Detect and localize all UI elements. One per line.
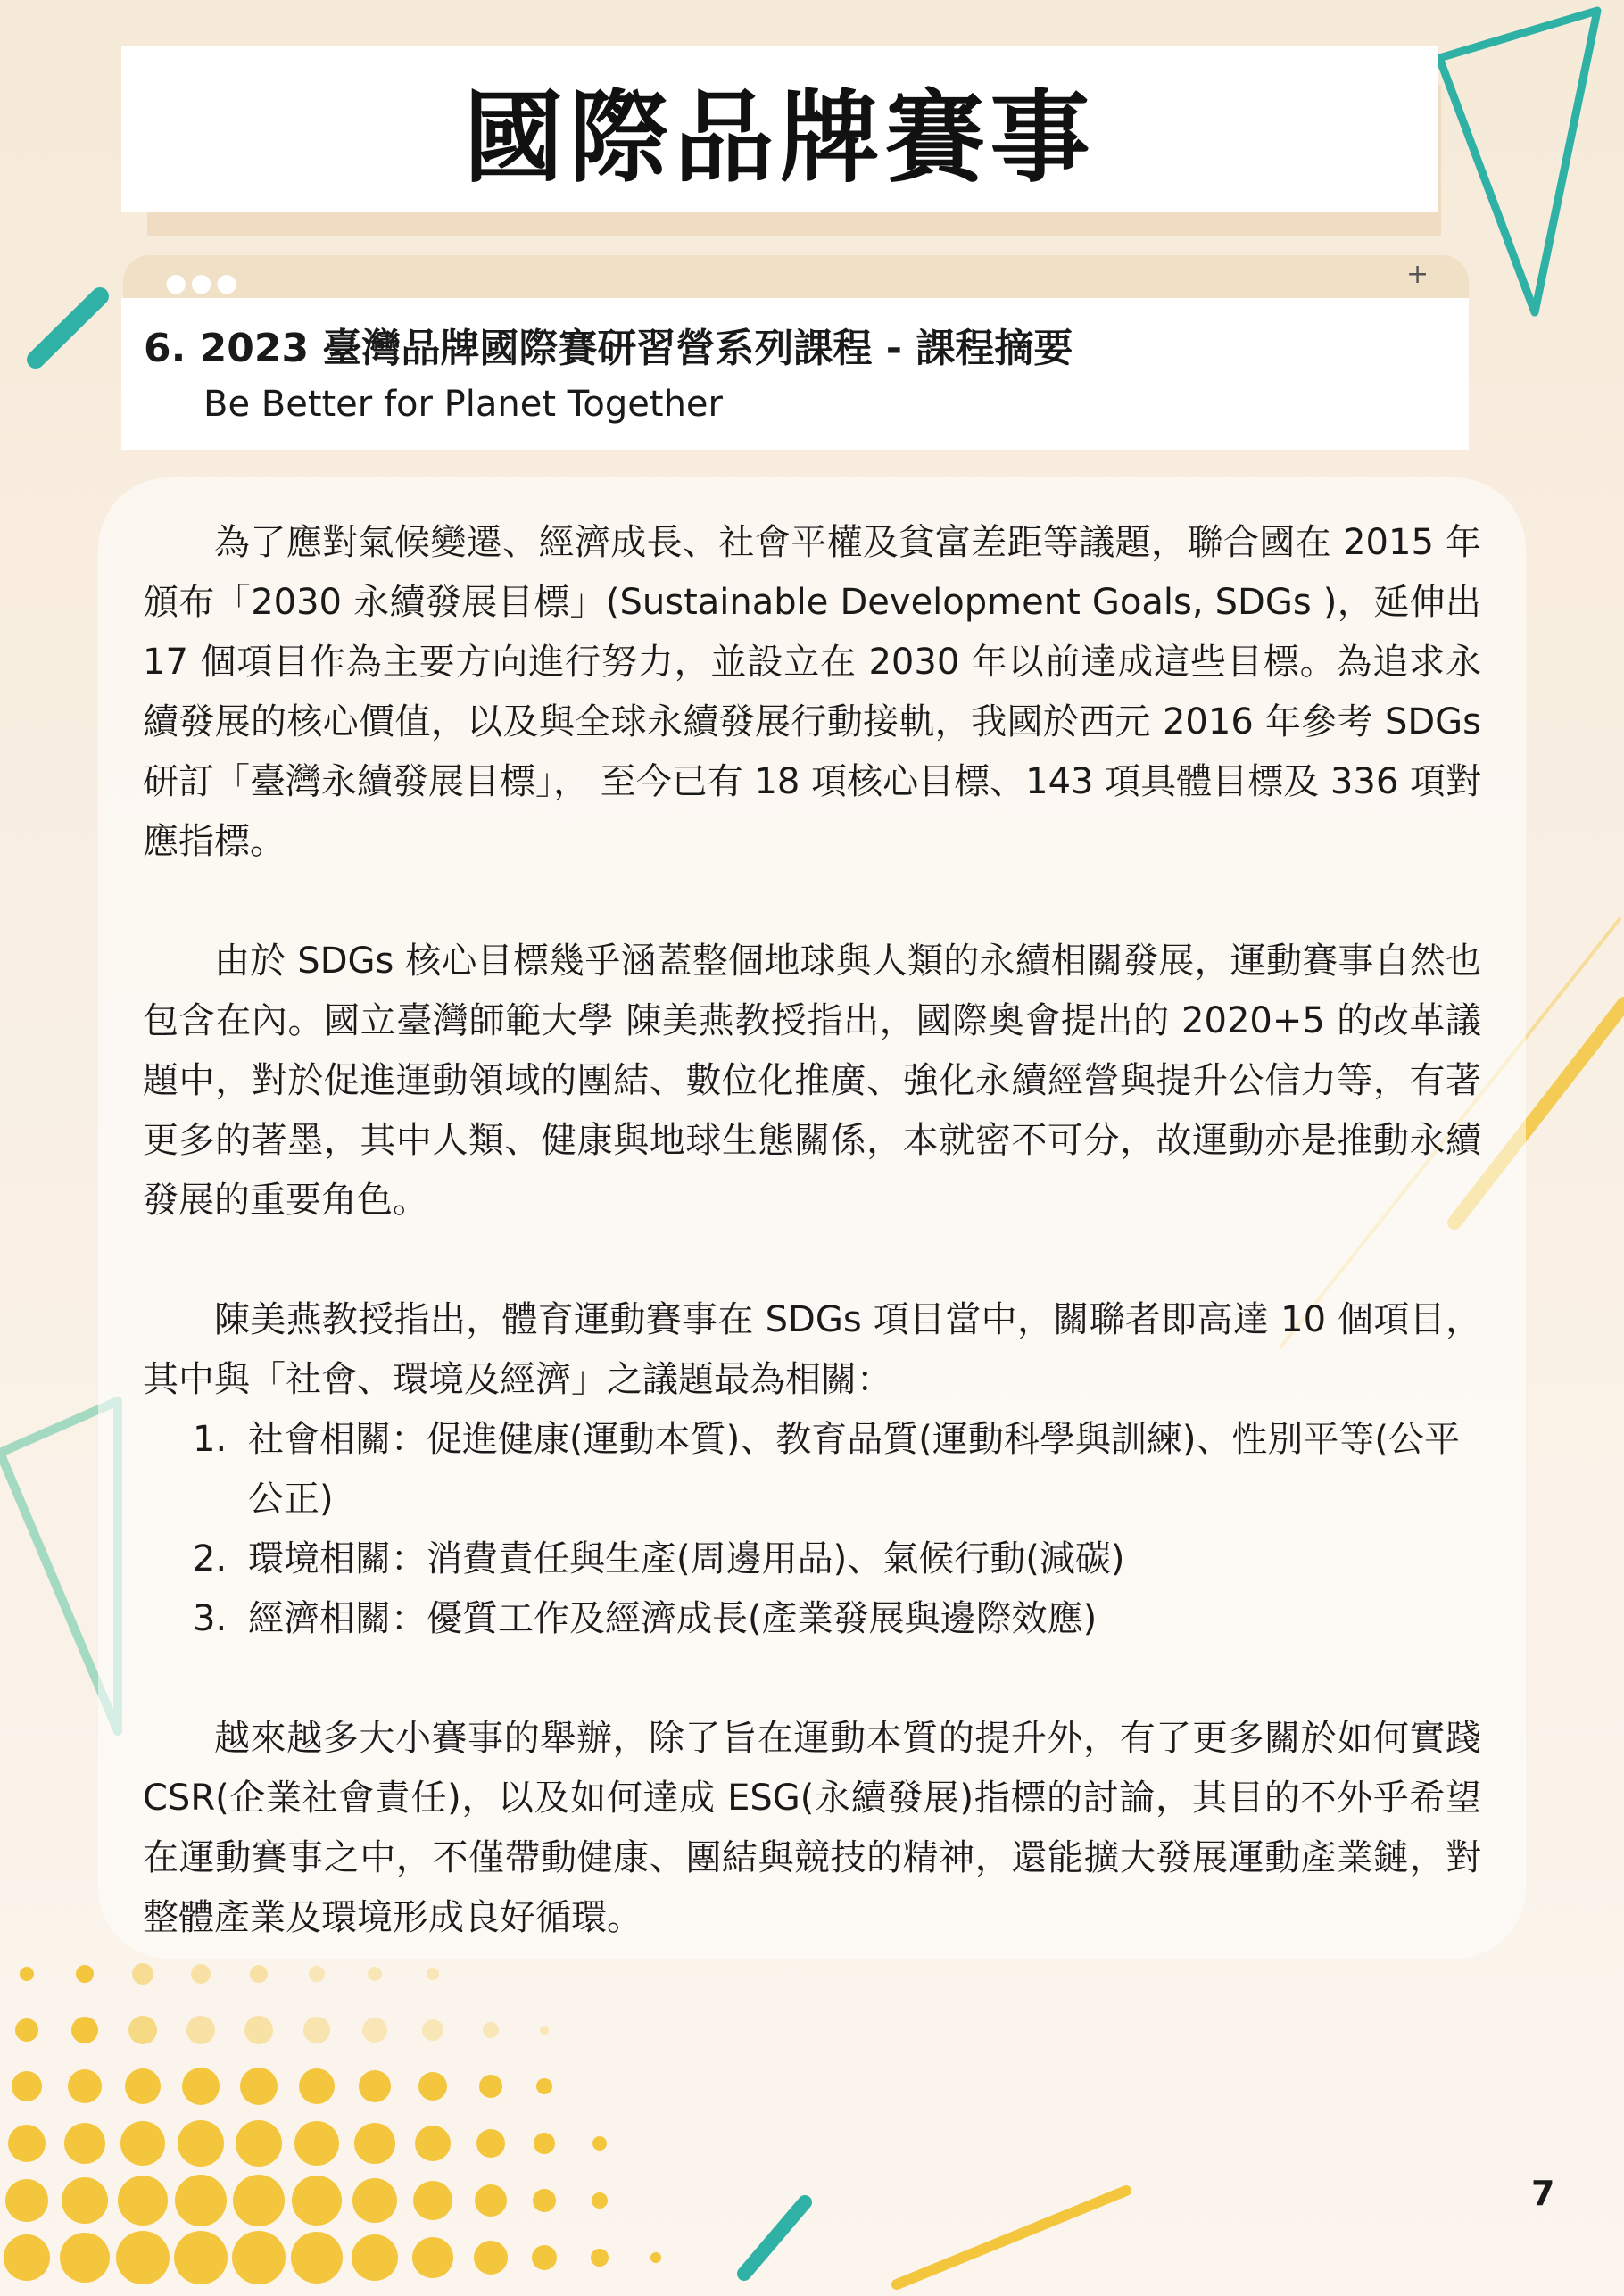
- section-window-tab: [123, 255, 1469, 300]
- list-number: 2.: [193, 1538, 228, 1579]
- list-number: 1.: [193, 1419, 228, 1460]
- paragraph: 由於 SDGs 核心目標幾乎涵蓋整個地球與人類的永續相關發展，運動賽事自然也包含在內。國立臺灣師範大學 陳美燕教授指出，國際奧會提出的 2020+5 的改革議題中，對於促進運動領域的團結、數位化推廣、強化永續經營與提升公信力等，有著更多的著墨，其中人類、健康與地球生態關係，本就密不可分，故運動亦是推動永續發展的重要角色。: [143, 941, 1481, 1221]
- related-issues-list: [143, 1410, 1481, 1649]
- article-body: [143, 513, 1481, 2008]
- page-title: 國際品牌賽事: [463, 79, 1096, 196]
- section-header: [121, 298, 1469, 450]
- list-text: 環境相關：消費責任與生產(周邊用品)、氣候行動(減碳): [248, 1538, 1125, 1579]
- section-subtitle: Be Better for Planet Together: [203, 384, 723, 425]
- plus-icon: +: [1406, 259, 1429, 290]
- window-dots-icon: ●●●: [165, 268, 242, 297]
- list-item: [143, 1410, 1481, 1529]
- section-title: 6. 2023 臺灣品牌國際賽研習營系列課程 - 課程摘要: [144, 326, 1073, 371]
- yellow-slash-bottom: [897, 2191, 1126, 2284]
- list-number: 3.: [193, 1598, 228, 1639]
- list-item: [143, 1529, 1481, 1589]
- paragraph: 為了應對氣候變遷、經濟成長、社會平權及貧富差距等議題，聯合國在 2015 年頒布「2030 永續發展目標」(Sustainable Development Goals, SDGs )，延伸出 17 個項目作為主要方向進行努力，並設立在 2030 年以前達成這些目標。為追求永續發展的核心價值，以及與全球永續發展行動接軌，我國於西元 2016 年參考 SDGs 研訂「臺灣永續發展目標」， 至今已有 18 項核心目標、143 項具體目標及 336 項對應指標。: [143, 522, 1481, 862]
- list-text: 社會相關：促進健康(運動本質)、教育品質(運動科學與訓練)、性別平等(公平公正): [248, 1419, 1461, 1520]
- teal-slash-bottom: [744, 2202, 805, 2274]
- teal-slash-top: [36, 296, 100, 360]
- list-text: 經濟相關：優質工作及經濟成長(產業發展與邊際效應): [248, 1598, 1098, 1639]
- halftone-dots: [4, 1963, 661, 2284]
- list-item: [143, 1589, 1481, 1649]
- paragraph: 越來越多大小賽事的舉辦，除了旨在運動本質的提升外，有了更多關於如何實踐 CSR(企業社會責任)，以及如何達成 ESG(永續發展)指標的討論，其目的不外乎希望在運動賽事之中，不僅帶動健康、團結與競技的精神，還能擴大發展運動產業鏈，對整體產業及環境形成良好循環。: [143, 1718, 1481, 1938]
- title-banner: [121, 46, 1438, 212]
- paragraph: 陳美燕教授指出，體育運動賽事在 SDGs 項目當中，關聯者即高達 10 個項目，其中與「社會、環境及經濟」之議題最為相關：: [143, 1299, 1481, 1400]
- page-number: 7: [1531, 2174, 1555, 2213]
